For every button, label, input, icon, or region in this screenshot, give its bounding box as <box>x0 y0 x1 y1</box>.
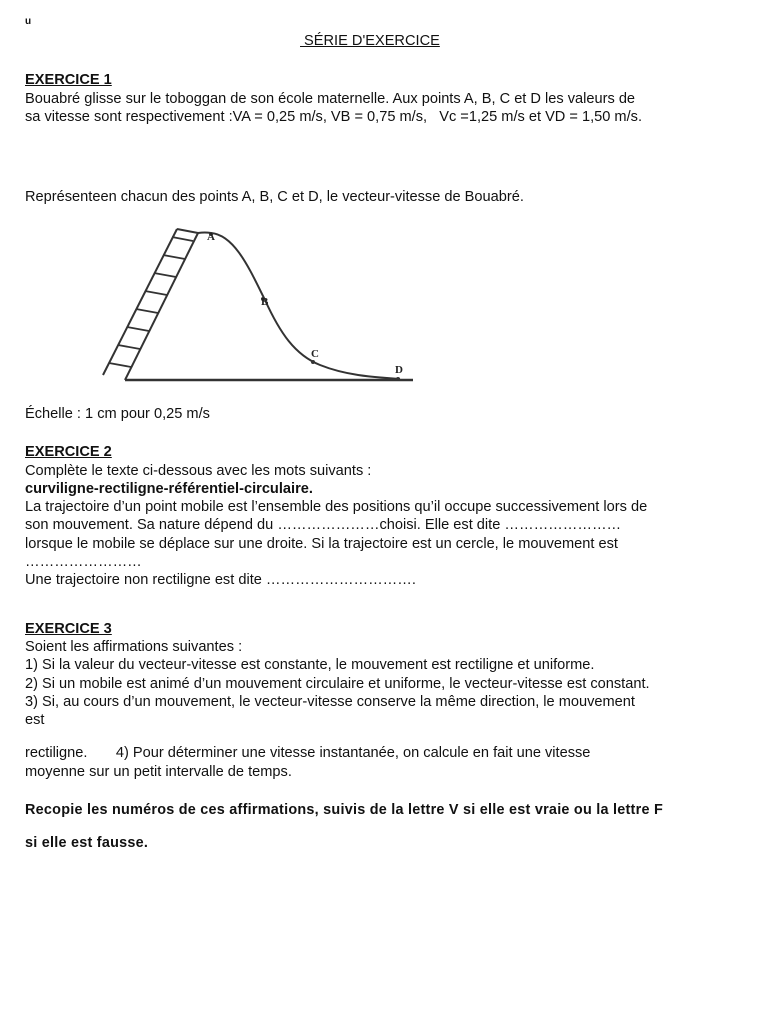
slide-top <box>177 229 211 233</box>
exercise3-statement-2: 2) Si un mobile est animé d’un mouvement circulaire et uniforme, le vecteur-vitesse est constant. <box>25 676 650 692</box>
exercise2-line-5: lorsque le mobile se déplace sur une droite. Si la trajectoire est un cercle, le mouvement est <box>25 536 618 552</box>
point-d-label: D <box>395 364 403 376</box>
exercise3-statement-4-cont: moyenne sur un petit intervalle de temps. <box>25 764 292 780</box>
page-title: SÉRIE D'EXERCICE <box>300 33 440 49</box>
toboggan-figure <box>95 215 425 390</box>
point-c-dot <box>311 360 315 364</box>
exercise2-line-3: La trajectoire d’un point mobile est l’ensemble des positions qu’il occupe successivement lors de <box>25 499 648 515</box>
point-b-label: B <box>261 296 269 308</box>
exercise2-heading: EXERCICE 2 <box>25 444 112 460</box>
exercise2-word-list: curviligne-rectiligne-référentiel-circulaire. <box>25 481 313 497</box>
exercise1-instruction: Représenteen chacun des points A, B, C et D, le vecteur-vitesse de Bouabré. <box>25 189 524 205</box>
exercise1-line-2: sa vitesse sont respectivement :VA = 0,25 m/s, VB = 0,75 m/s, Vc =1,25 m/s et VD = 1,50 m/s. <box>25 109 642 125</box>
ladder-rail-left <box>103 229 177 375</box>
point-c-label: C <box>311 348 319 360</box>
exercise3-line-1: Soient les affirmations suivantes : <box>25 639 243 655</box>
exercise2-line-6: …………………… <box>25 554 142 570</box>
exercise3-heading: EXERCICE 3 <box>25 621 112 637</box>
exercise1-scale: Échelle : 1 cm pour 0,25 m/s <box>25 406 210 422</box>
exercise2-line-7: Une trajectoire non rectiligne est dite …………………………. <box>25 572 416 588</box>
ladder-rail-right <box>125 233 198 380</box>
exercise1-line-1: Bouabré glisse sur le toboggan de son école maternelle. Aux points A, B, C et D les valeurs de <box>25 91 636 107</box>
exercise3-statement-1: 1) Si la valeur du vecteur-vitesse est constante, le mouvement est rectiligne et uniforme. <box>25 657 595 673</box>
exercise3-instruction-1: Recopie les numéros de ces affirmations, suivis de la lettre V si elle est vraie ou la lettre F <box>25 802 663 818</box>
point-a-label: A <box>207 231 215 243</box>
ladder-rungs <box>109 237 193 367</box>
exercise3-statement-4: rectiligne. 4) Pour déterminer une vitesse instantanée, on calcule en fait une vitesse <box>25 745 591 761</box>
corner-mark: u <box>25 16 32 27</box>
exercise3-instruction-2: si elle est fausse. <box>25 835 149 851</box>
exercise3-statement-3: 3) Si, au cours d’un mouvement, le vecteur-vitesse conserve la même direction, le mouvement <box>25 694 635 710</box>
point-d-dot <box>396 377 400 381</box>
slide-curve <box>211 233 400 379</box>
exercise1-heading: EXERCICE 1 <box>25 72 112 88</box>
exercise2-line-4: son mouvement. Sa nature dépend du …………………choisi. Elle est dite …………………… <box>25 517 622 533</box>
exercise3-statement-3-cont: est <box>25 712 45 728</box>
exercise2-line-1: Complète le texte ci-dessous avec les mots suivants : <box>25 463 372 479</box>
